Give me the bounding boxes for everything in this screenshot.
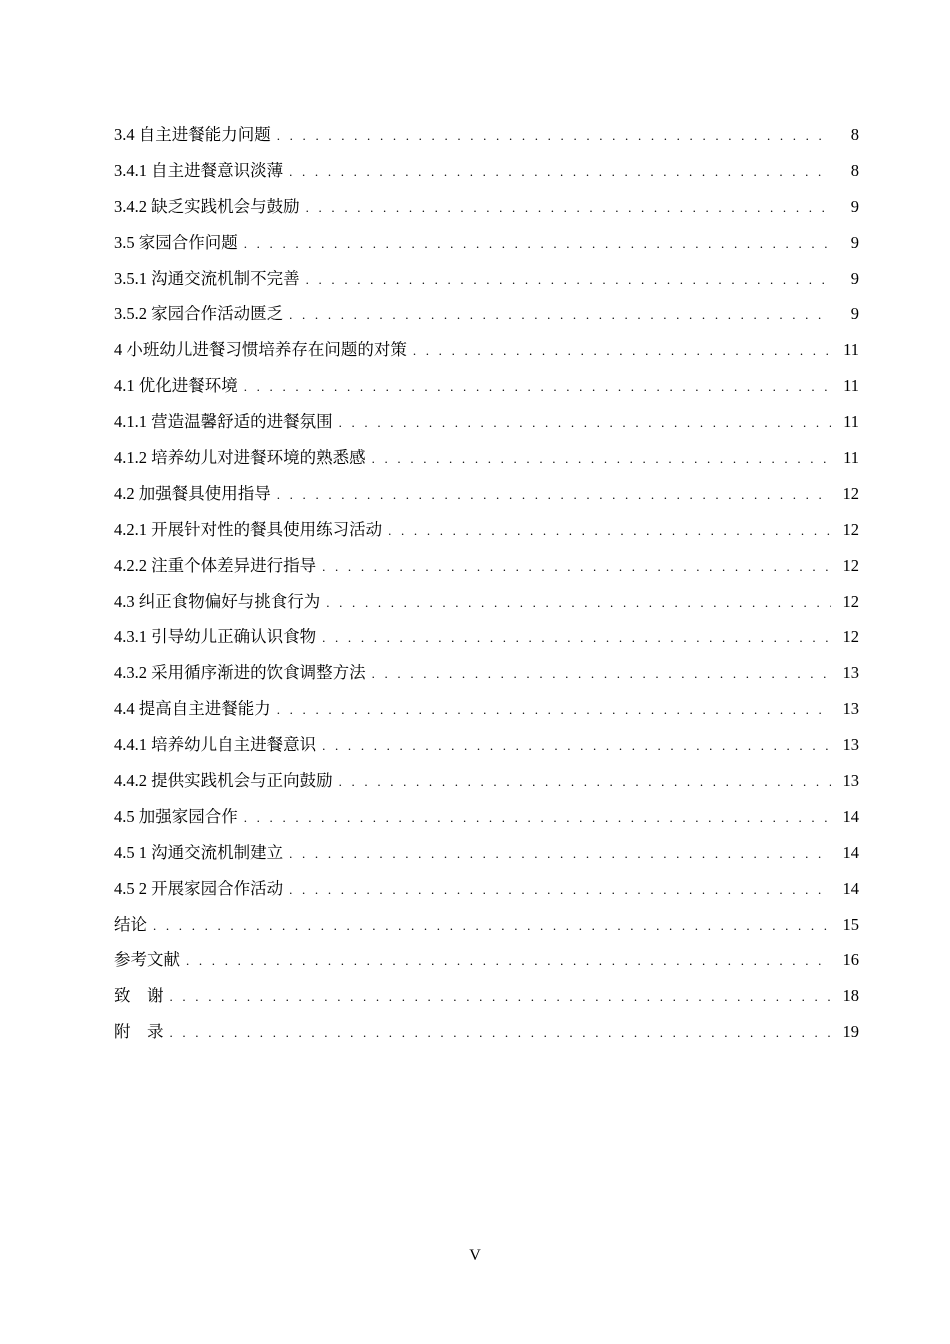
toc-entry[interactable] [114,153,859,189]
dot-leader [244,369,831,405]
toc-entry-title: 4.1.2 培养幼儿对进餐环境的熟悉感 [114,448,366,468]
toc-entry[interactable] [114,763,859,799]
dot-leader [306,262,831,298]
dot-leader [289,154,831,190]
dot-leader [153,908,831,944]
toc-entry-page: 13 [842,735,859,755]
toc-entry[interactable] [114,440,859,476]
toc-entry-title: 4.4.2 提供实践机会与正向鼓励 [114,771,333,791]
dot-leader [170,1015,832,1051]
page-number: V [469,1247,481,1264]
toc-entry-title: 4.5 1 沟通交流机制建立 [114,842,284,862]
toc-entry-title: 4.3.2 采用循序渐进的饮食调整方法 [114,663,366,683]
toc-entry-page: 12 [842,555,859,575]
toc-entry-page: 11 [843,376,859,396]
toc-entry-page: 16 [842,950,859,970]
dot-leader [186,943,831,979]
dot-leader [372,441,831,477]
dot-leader [322,620,831,656]
toc-entry-title: 结论 [114,914,147,934]
toc-entry[interactable] [114,117,859,153]
toc-entry-page: 9 [850,268,859,288]
toc-entry[interactable] [114,476,859,512]
toc-entry-title: 4.2 加强餐具使用指导 [114,483,271,503]
toc-entry-page: 13 [842,771,859,791]
toc-entry-page: 12 [842,519,859,539]
toc-entry[interactable] [114,691,859,727]
toc-entry-title: 4.4.1 培养幼儿自主进餐意识 [114,735,317,755]
dot-leader [306,190,831,226]
toc-entry-page: 11 [843,412,859,432]
dot-leader [326,585,831,621]
toc-entry-title: 4.1 优化进餐环境 [114,376,238,396]
dot-leader [289,836,831,872]
toc-entry[interactable] [114,978,859,1014]
toc-entry-title: 参考文献 [114,950,180,970]
toc-entry-page: 15 [842,914,859,934]
table-of-contents [114,117,859,1050]
toc-entry-page: 11 [843,448,859,468]
toc-entry[interactable] [114,655,859,691]
dot-leader [322,549,831,585]
toc-entry[interactable] [114,619,859,655]
toc-entry[interactable] [114,261,859,297]
toc-entry[interactable] [114,368,859,404]
toc-entry[interactable] [114,189,859,225]
dot-leader [289,297,831,333]
dot-leader [277,477,831,513]
toc-entry[interactable] [114,835,859,871]
dot-leader [277,692,831,728]
toc-entry-title: 3.4 自主进餐能力问题 [114,125,271,144]
toc-entry-title: 4.1.1 营造温馨舒适的进餐氛围 [114,412,333,432]
toc-entry-page: 13 [842,663,859,683]
toc-entry[interactable] [114,907,859,943]
toc-entry-page: 19 [842,1022,859,1042]
toc-entry-title: 4 小班幼儿进餐习惯培养存在问题的对策 [114,340,407,360]
toc-entry[interactable] [114,332,859,368]
toc-entry-page: 9 [850,304,859,324]
toc-entry[interactable] [114,584,859,620]
dot-leader [339,405,831,441]
dot-leader [244,800,831,836]
toc-entry[interactable] [114,512,859,548]
toc-entry-page: 12 [842,483,859,503]
dot-leader [388,513,831,549]
toc-entry-title: 4.3 纠正食物偏好与挑食行为 [114,591,321,611]
toc-entry[interactable] [114,225,859,261]
toc-entry[interactable] [114,404,859,440]
dot-leader [372,656,831,692]
dot-leader [170,979,832,1015]
toc-entry-page: 8 [850,160,859,180]
toc-entry-page: 9 [850,232,859,252]
toc-entry[interactable] [114,871,859,907]
dot-leader [277,118,831,154]
toc-entry-page: 18 [842,986,859,1006]
toc-entry-page: 13 [842,699,859,719]
dot-leader [339,764,831,800]
toc-entry-title: 4.5 加强家园合作 [114,806,238,826]
toc-entry-page: 12 [842,627,859,647]
toc-entry[interactable] [114,942,859,978]
toc-entry-title: 4.2.2 注重个体差异进行指导 [114,555,317,575]
toc-entry-title: 4.4 提高自主进餐能力 [114,699,271,719]
toc-entry[interactable] [114,799,859,835]
dot-leader [413,333,831,369]
dot-leader [244,226,831,262]
toc-entry-title: 3.5.2 家园合作活动匮乏 [114,304,284,324]
toc-entry-page: 14 [842,878,859,898]
dot-leader [289,872,831,908]
dot-leader [322,728,831,764]
toc-entry-page: 14 [842,806,859,826]
toc-entry-title: 致 谢 [114,986,164,1006]
toc-entry-page: 11 [843,340,859,360]
toc-entry[interactable] [114,296,859,332]
toc-entry-title: 附 录 [114,1022,164,1042]
toc-entry-title: 3.5.1 沟通交流机制不完善 [114,268,300,288]
toc-entry-title: 3.4.2 缺乏实践机会与鼓励 [114,196,300,216]
toc-entry-page: 8 [850,125,859,144]
toc-entry[interactable] [114,1014,859,1050]
toc-entry[interactable] [114,727,859,763]
toc-entry-title: 3.4.1 自主进餐意识淡薄 [114,160,284,180]
toc-entry-title: 3.5 家园合作问题 [114,232,238,252]
toc-entry-page: 9 [850,196,859,216]
toc-entry-title: 4.2.1 开展针对性的餐具使用练习活动 [114,519,383,539]
toc-entry[interactable] [114,548,859,584]
toc-entry-page: 14 [842,842,859,862]
toc-entry-title: 4.3.1 引导幼儿正确认识食物 [114,627,317,647]
toc-entry-title: 4.5 2 开展家园合作活动 [114,878,284,898]
toc-entry-page: 12 [842,591,859,611]
